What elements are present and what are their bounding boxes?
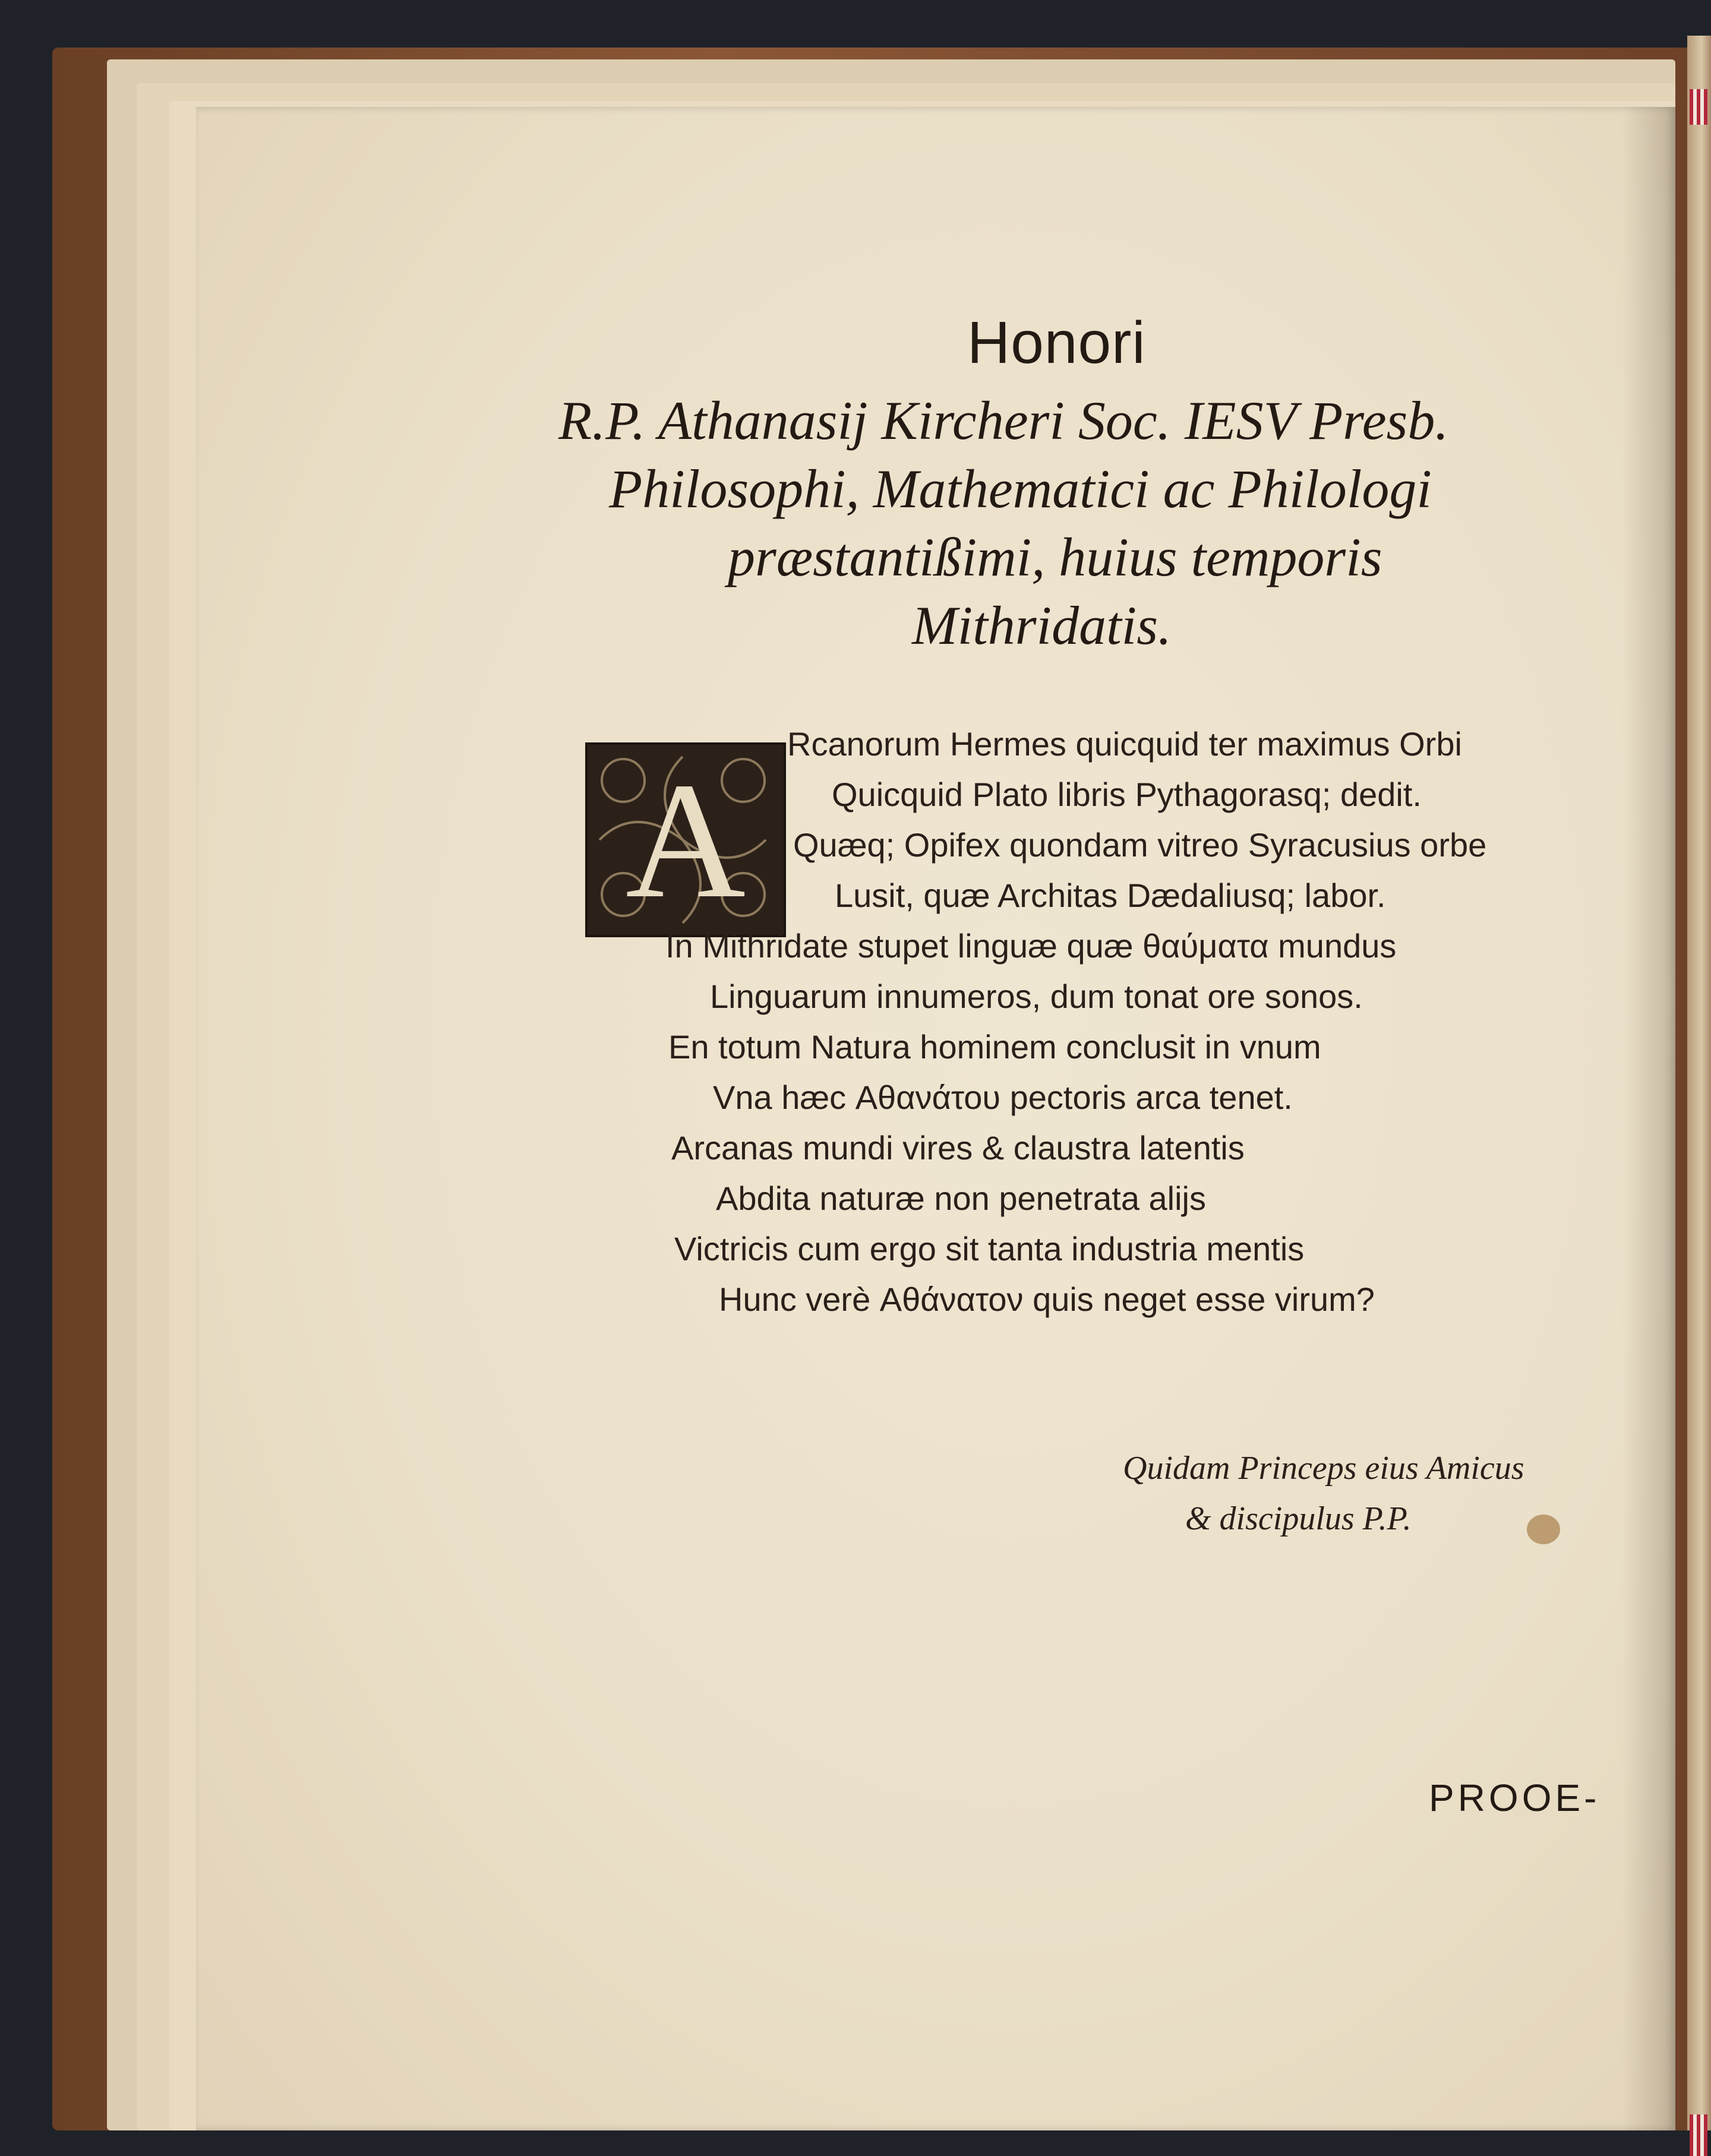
catchword: PROOE- — [1429, 1776, 1600, 1819]
poem-line-4: Lusit, quæ Architas Dædaliusq; labor. — [835, 877, 1386, 914]
poem-line-12: Hunc verè Αθάνατον quis neget esse virum? — [719, 1281, 1375, 1318]
signature-line-1: Quidam Princeps eius Amicus — [1123, 1450, 1524, 1487]
poem-line-7: En totum Natura hominem conclusit in vnum — [668, 1028, 1321, 1066]
poem-line-9: Arcanas mundi vires & claustra latentis — [671, 1129, 1245, 1166]
headband-bottom — [1690, 2114, 1707, 2156]
poem-line-5: In Mithridate stupet linguæ quæ θαύματα mundus — [665, 927, 1397, 965]
poem-line-1: Rcanorum Hermes quicquid ter maximus Orbi — [787, 725, 1462, 763]
foxing-spot — [1527, 1515, 1560, 1544]
poem-line-2: Quicquid Plato libris Pythagorasq; dedit. — [832, 776, 1422, 813]
heading-line-1: R.P. Athanasij Kircheri Soc. IESV Presb. — [558, 390, 1449, 451]
decorated-initial-letter: A — [625, 747, 746, 932]
decorated-initial — [585, 742, 786, 937]
heading-line-2: Philosophi, Mathematici ac Philologi — [609, 459, 1432, 519]
signature-line-2: & discipulus P.P. — [1185, 1500, 1412, 1537]
poem-line-8: Vna hæc Αθανάτου pectoris arca tenet. — [713, 1079, 1293, 1116]
headband-top — [1690, 89, 1707, 125]
poem-line-6: Linguarum innumeros, dum tonat ore sonos. — [710, 978, 1363, 1015]
poem-line-10: Abdita naturæ non penetrata alijs — [716, 1180, 1206, 1217]
poem-line-11: Victricis cum ergo sit tanta industria mentis — [674, 1230, 1305, 1267]
page-gutter — [1622, 107, 1675, 2130]
poem-line-3: Quæq; Opifex quondam vitreo Syracusius orbe — [793, 826, 1487, 864]
heading-line-4: Mithridatis. — [912, 595, 1172, 656]
page-title: Honori — [967, 309, 1146, 376]
heading-line-3: præstantißimi, huius temporis — [728, 527, 1382, 587]
book-edge-right — [1687, 36, 1711, 2130]
